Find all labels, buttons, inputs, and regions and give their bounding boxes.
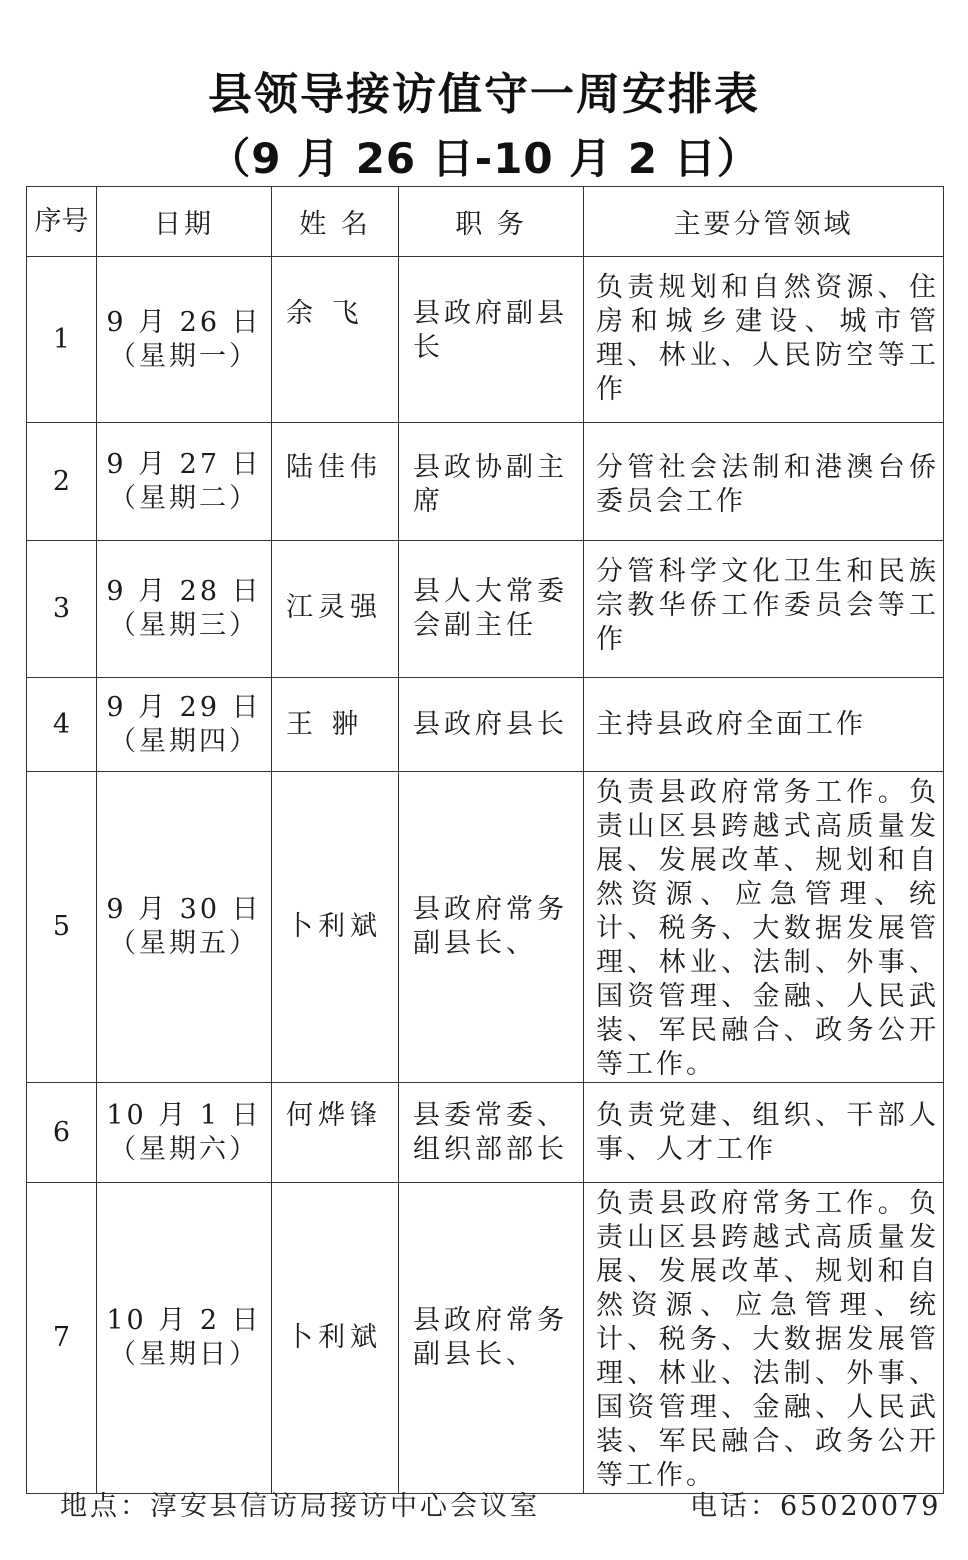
row-position: 县政府常务副县长、 xyxy=(399,772,584,1083)
row-area: 主持县政府全面工作 xyxy=(584,678,944,772)
row-date: 10 月 2 日 （星期日） xyxy=(97,1183,272,1494)
row-name: 何烨锋 xyxy=(272,1083,399,1183)
table-row xyxy=(27,257,944,423)
row-area: 分管社会法制和港澳台侨委员会工作 xyxy=(584,423,944,541)
row-position: 县人大常委会副主任 xyxy=(399,541,584,678)
row-name: 王 翀 xyxy=(272,678,399,772)
row-date: 9 月 30 日 （星期五） xyxy=(97,772,272,1083)
row-date: 9 月 27 日 （星期二） xyxy=(97,423,272,541)
row-position: 县委常委、组织部部长 xyxy=(399,1083,584,1183)
row-date: 9 月 26 日 （星期一） xyxy=(97,257,272,423)
header-no: 序号 xyxy=(27,187,97,257)
row-date: 9 月 28 日 （星期三） xyxy=(97,541,272,678)
row-date: 9 月 29 日 （星期四） xyxy=(97,678,272,772)
table-header-row xyxy=(27,187,944,257)
row-name: 江灵强 xyxy=(272,541,399,678)
row-no: 3 xyxy=(27,541,97,678)
table-row xyxy=(27,423,944,541)
row-no: 2 xyxy=(27,423,97,541)
table-row xyxy=(27,678,944,772)
row-area: 负责规划和自然资源、住房和城乡建设、城市管理、林业、人民防空等工作 xyxy=(584,257,944,423)
row-no: 7 xyxy=(27,1183,97,1494)
header-area: 主要分管领域 xyxy=(584,187,944,257)
schedule-table xyxy=(26,186,944,1494)
row-date: 10 月 1 日 （星期六） xyxy=(97,1083,272,1183)
row-position: 县政府副县长 xyxy=(399,257,584,423)
row-name: 卜利斌 xyxy=(272,1183,399,1494)
table-row xyxy=(27,772,944,1083)
page-title: 县领导接访值守一周安排表 xyxy=(208,69,760,120)
row-area: 负责县政府常务工作。负责山区县跨越式高质量发展、发展改革、规划和自然资源、应急管理、统计、税务、大数据发展管理、林业、法制、外事、国资管理、金融、人民武装、军民融合、政务公开等工作。 xyxy=(584,1183,944,1494)
row-area: 分管科学文化卫生和民族宗教华侨工作委员会等工作 xyxy=(584,541,944,678)
row-no: 6 xyxy=(27,1083,97,1183)
row-area: 负责党建、组织、干部人事、人才工作 xyxy=(584,1083,944,1183)
header-date: 日期 xyxy=(97,187,272,257)
footer-phone: 电话：65020079 xyxy=(690,1491,942,1522)
row-name: 陆佳伟 xyxy=(272,423,399,541)
page-subtitle: （9 月 26 日-10 月 2 日） xyxy=(208,134,760,183)
footer-location: 地点：淳安县信访局接访中心会议室 xyxy=(60,1491,540,1522)
row-area: 负责县政府常务工作。负责山区县跨越式高质量发展、发展改革、规划和自然资源、应急管理、统计、税务、大数据发展管理、林业、法制、外事、国资管理、金融、人民武装、军民融合、政务公开等工作。 xyxy=(584,772,944,1083)
row-name: 余 飞 xyxy=(272,257,399,423)
row-no: 5 xyxy=(27,772,97,1083)
row-position: 县政府常务副县长、 xyxy=(399,1183,584,1494)
row-position: 县政府县长 xyxy=(399,678,584,772)
header-name: 姓 名 xyxy=(272,187,399,257)
row-position: 县政协副主席 xyxy=(399,423,584,541)
header-position: 职 务 xyxy=(399,187,584,257)
table-row xyxy=(27,1083,944,1183)
table-row xyxy=(27,1183,944,1494)
row-name: 卜利斌 xyxy=(272,772,399,1083)
table-row xyxy=(27,541,944,678)
row-no: 4 xyxy=(27,678,97,772)
row-no: 1 xyxy=(27,257,97,423)
